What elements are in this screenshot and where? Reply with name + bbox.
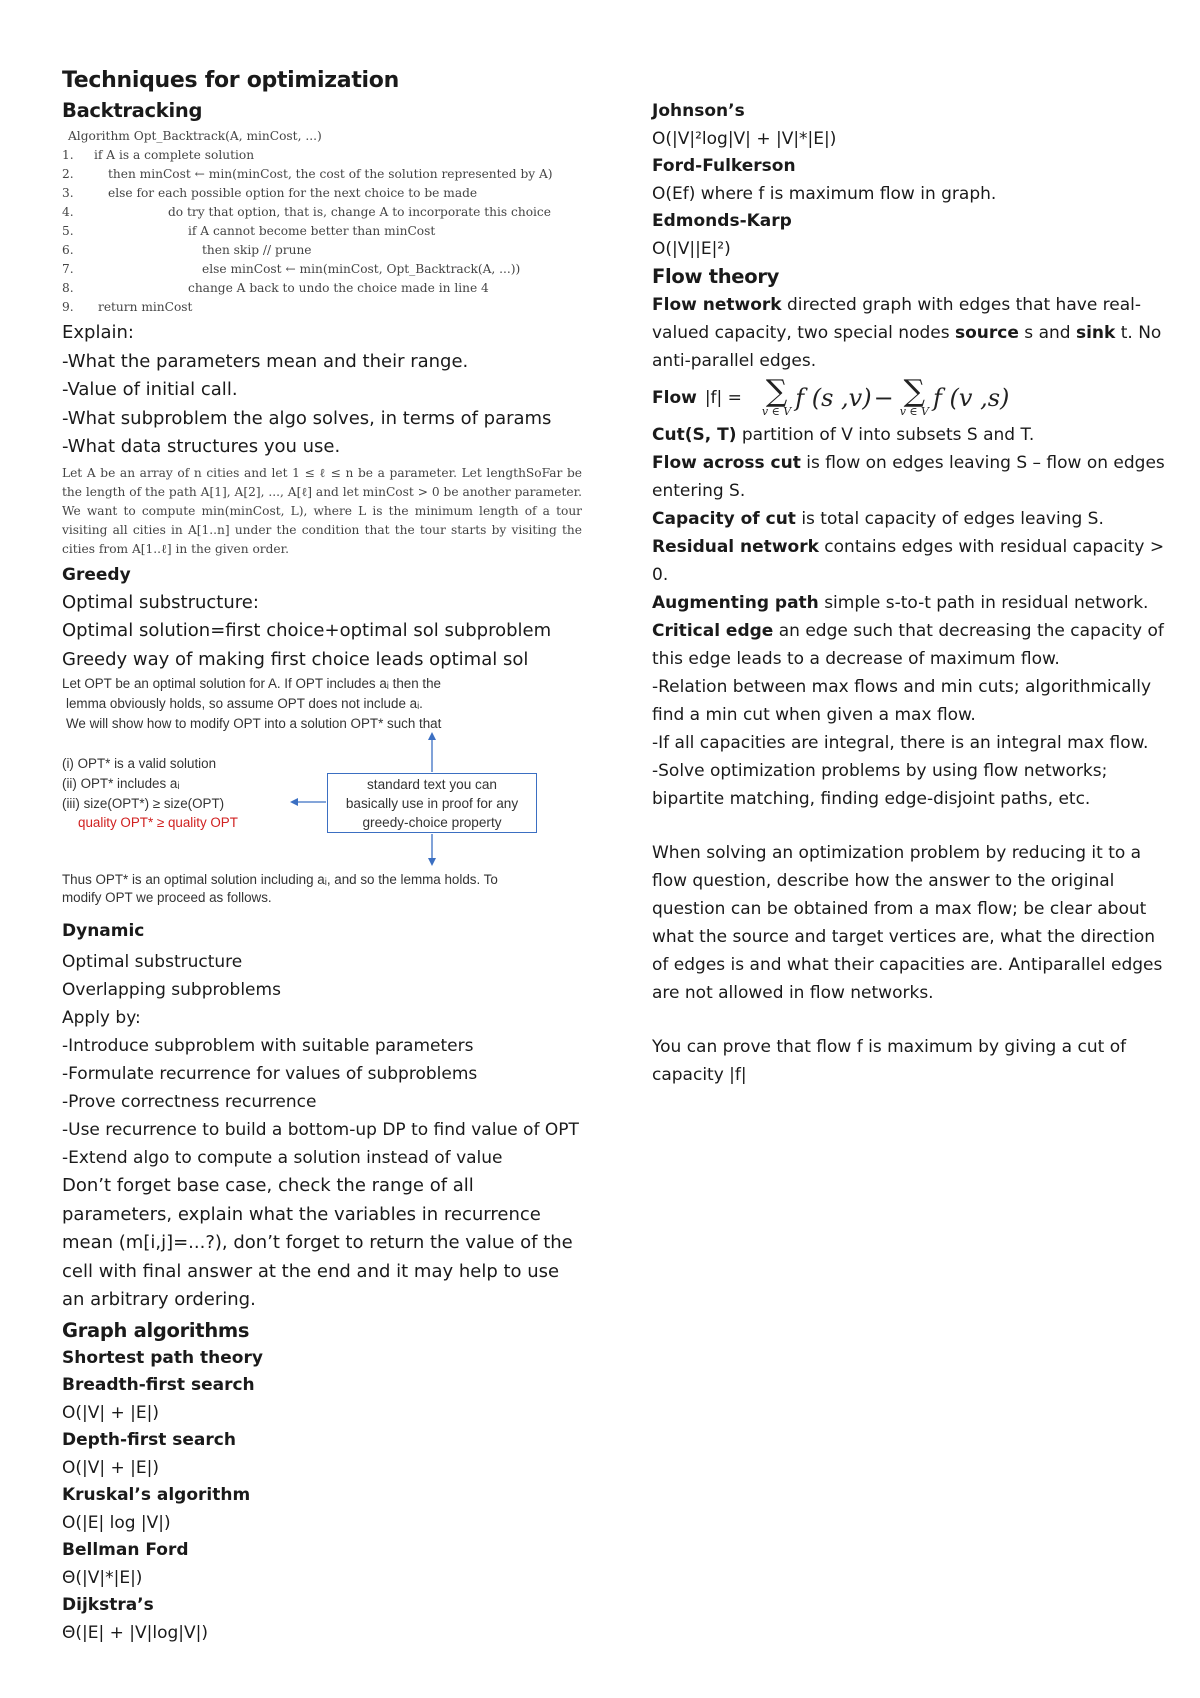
algorithm-lines [62,146,582,317]
flow-network-desc: s and [1018,323,1076,343]
algorithm-line [62,165,582,184]
arrow-up-head [428,732,436,740]
algorithm-name: Kruskal’s algorithm [62,1484,251,1505]
greedy-line: Optimal substructure: [62,591,259,613]
explain-item: -What the parameters mean and their range. [62,350,469,372]
page-title: Techniques for optimization [62,68,399,93]
definition-term: Capacity of cut [652,509,796,529]
proof-outro-line: modify OPT we proceed as follows. [62,890,272,906]
algorithm-line [62,203,582,222]
algorithm-complexity: O(|V| + |E|) [62,1457,159,1478]
line-number: 8. [62,281,74,295]
line-number: 5. [62,224,74,238]
dynamic-line: -Prove correctness recurrence [62,1092,317,1113]
sum-symbol: ∑ v ∈ V [899,374,929,418]
algorithm-line [62,222,582,241]
algorithm-complexity: O(|V||E|²) [652,239,731,259]
proof-intro-line: Let OPT be an optimal solution for A. If OPT includes aᵢ then the [62,676,441,692]
line-number: 6. [62,243,74,257]
greedy-line: Greedy way of making first choice leads optimal sol [62,648,529,670]
algorithm-name: Edmonds-Karp [652,211,792,231]
dynamic-note: Don’t forget base case, check the range of all parameters, explain what the variables in recurrence mean (m[i,j]=...?), don’t forget to return the value of the cell with final answer at the end and it may help to use an arbitrary ordering. [62,1175,573,1311]
definition-term: Augmenting path [652,593,819,613]
line-text: return minCost [98,300,193,314]
reduction-paragraph: When solving an optimization problem by reducing it to a flow question, describe how the answer to the original question can be obtained from a max flow; be clear about what the source and target vertices are, what the direction of edges is and what their capacities are. Antiparallel edges are not allowed in flow networks. [652,843,1163,1003]
flow-bullet: -Relation between max flows and min cuts; algorithmically find a min cut when given a max flow. [652,677,1152,725]
flow-eq-lhs: |f| = [704,388,742,408]
dynamic-line: -Use recurrence to build a bottom-up DP to find value of OPT [62,1120,579,1141]
standard-text-callout [327,773,537,833]
algorithm-name: Depth-first search [62,1429,236,1450]
flow-minus: − [873,384,894,412]
line-number: 2. [62,167,74,181]
line-text: then minCost ← min(minCost, the cost of the solution represented by A) [108,167,553,181]
explain-item: -What subproblem the algo solves, in terms of params [62,407,552,429]
backtracking-example-paragraph: Let A be an array of n cities and let 1 ≤ ℓ ≤ n be a parameter. Let lengthSoFar be the length of the path A[1], A[2], ..., A[ℓ] and let minCost > 0 be another parameter. We want to compute min(minCost, L), where L is the minimum length of a tour visiting all cities in A[1..n] under the condition that the tour starts by visiting the cities from A[1..ℓ] in the given order. [62,465,582,557]
dynamic-line: Overlapping subproblems [62,980,281,1001]
flow-formula [758,374,1010,418]
definition [652,421,1172,449]
line-text: else minCost ← min(minCost, Opt_Backtrack(A, ...)) [202,262,521,276]
definition-term: Residual network [652,537,819,557]
line-text: else for each possible option for the next choice to be made [108,186,478,200]
flow-algorithm-list [652,98,1172,263]
flow-formula-row [652,375,1172,421]
definition-desc: is total capacity of edges leaving S. [795,509,1104,529]
algorithm-name: Johnson’s [652,101,745,121]
line-number: 4. [62,205,74,219]
max-flow-proof-paragraph: You can prove that flow f is maximum by giving a cut of capacity |f| [652,1037,1127,1085]
algorithm-name: Ford-Fulkerson [652,156,796,176]
algorithm-complexity: Θ(|V|*|E|) [62,1567,143,1588]
definition-desc: an edge such that decreasing the capacity of this edge leads to a decrease of maximum flow. [652,621,1164,669]
line-text: do try that option, that is, change A to incorporate this choice [168,205,551,219]
flow-label: Flow [652,388,697,408]
flow-definitions [652,421,1172,673]
proof-outro-line: Thus OPT* is an optimal solution including aᵢ, and so the lemma holds. To [62,872,498,888]
flow-bullet: -If all capacities are integral, there is an integral max flow. [652,733,1149,753]
dynamic-line: Optimal substructure [62,952,243,973]
line-text: if A is a complete solution [94,148,255,162]
explain-item: -What data structures you use. [62,436,341,457]
right-column [652,98,1172,1089]
definition [652,533,1172,589]
algorithm-header: Algorithm Opt_Backtrack(A, minCost, ...) [68,129,322,143]
line-number: 3. [62,186,74,200]
line-number: 1. [62,148,74,162]
flow-theory-heading: Flow theory [652,265,780,288]
line-text: then skip // prune [202,243,312,257]
proof-intro-line: We will show how to modify OPT into a solution OPT* such that [66,716,442,732]
proof-intro-line: lemma obviously holds, so assume OPT does not include aᵢ. [66,696,423,712]
definition-desc: is flow on edges leaving S – flow on edges entering S. [652,453,1165,501]
explain-item: -Value of initial call. [62,379,238,400]
source-term: source [955,323,1019,343]
definition-term: Critical edge [652,621,774,641]
callout-line: basically use in proof for any [345,796,519,812]
flow-network-desc: t. No anti-parallel edges. [652,323,1162,371]
greedy-proof-figure [62,676,582,914]
proof-item: (iii) size(OPT*) ≥ size(OPT) [62,796,225,812]
graph-algorithm-list [62,1372,582,1647]
line-number: 7. [62,262,74,276]
algorithm-complexity: Θ(|E| + |V|log|V|) [62,1622,208,1643]
algorithm-complexity: O(|V| + |E|) [62,1402,159,1423]
algorithm-line [62,298,582,317]
definition-desc: partition of V into subsets S and T. [736,425,1035,445]
definition-term: Cut(S, T) [652,425,737,445]
sum-subscript: v ∈ V [761,405,792,418]
left-column [62,68,582,1647]
flow-term: f (v ,s) [933,384,1010,412]
backtracking-heading: Backtracking [62,99,203,122]
dynamic-line: -Introduce subproblem with suitable parameters [62,1036,474,1057]
dynamic-line: -Formulate recurrence for values of subproblems [62,1064,478,1085]
definition [652,589,1172,617]
line-number: 9. [62,300,74,314]
algorithm-line [62,279,582,298]
dynamic-line: Apply by: [62,1008,141,1029]
definition-desc: contains edges with residual capacity > 0. [652,537,1165,585]
definition-term: Flow across cut [652,453,801,473]
proof-item-quality: quality OPT* ≥ quality OPT [78,815,238,831]
arrow-left-head [290,798,298,806]
sum-symbol: ∑ v ∈ V [761,374,792,418]
arrow-down-head [428,858,436,866]
backtracking-algorithm [62,127,582,317]
definition-desc: simple s-to-t path in residual network. [818,593,1149,613]
line-text: if A cannot become better than minCost [188,224,436,238]
flow-network-definition [652,291,1172,375]
algorithm-complexity: O(Ef) where f is maximum flow in graph. [652,184,997,204]
proof-item: (i) OPT* is a valid solution [62,756,217,772]
proof-item: (ii) OPT* includes aᵢ [62,776,180,792]
graph-subheading: Shortest path theory [62,1347,263,1368]
callout-line: standard text you can [367,777,497,793]
flow-term: f (s ,v) [795,384,872,412]
dynamic-heading: Dynamic [62,921,145,942]
dynamic-line: -Extend algo to compute a solution instead of value [62,1148,503,1169]
algorithm-line [62,241,582,260]
greedy-heading: Greedy [62,564,131,585]
definition [652,505,1172,533]
algorithm-complexity: O(|V|²log|V| + |V|*|E|) [652,129,837,149]
algorithm-name: Dijkstra’s [62,1594,154,1615]
algorithm-name: Bellman Ford [62,1539,189,1560]
algorithm-line [62,184,582,203]
line-text: change A back to undo the choice made in line 4 [188,281,489,295]
algorithm-line [62,260,582,279]
callout-line: greedy-choice property [362,815,502,831]
sink-term: sink [1075,323,1116,343]
flow-bullet: -Solve optimization problems by using flow networks; bipartite matching, finding edge-disjoint paths, etc. [652,761,1108,809]
greedy-line: Optimal solution=first choice+optimal sol subproblem [62,620,552,642]
definition [652,617,1172,673]
algorithm-complexity: O(|E| log |V|) [62,1512,171,1533]
algorithm-name: Breadth-first search [62,1374,255,1395]
explain-heading: Explain: [62,322,134,343]
flow-network-term: Flow network [652,295,782,315]
algorithm-line [62,146,582,165]
flow-network-desc: directed graph with edges that have real-valued capacity, two special nodes [652,295,1142,343]
sum-subscript: v ∈ V [899,405,929,418]
graph-heading: Graph algorithms [62,1318,250,1342]
definition [652,449,1172,505]
